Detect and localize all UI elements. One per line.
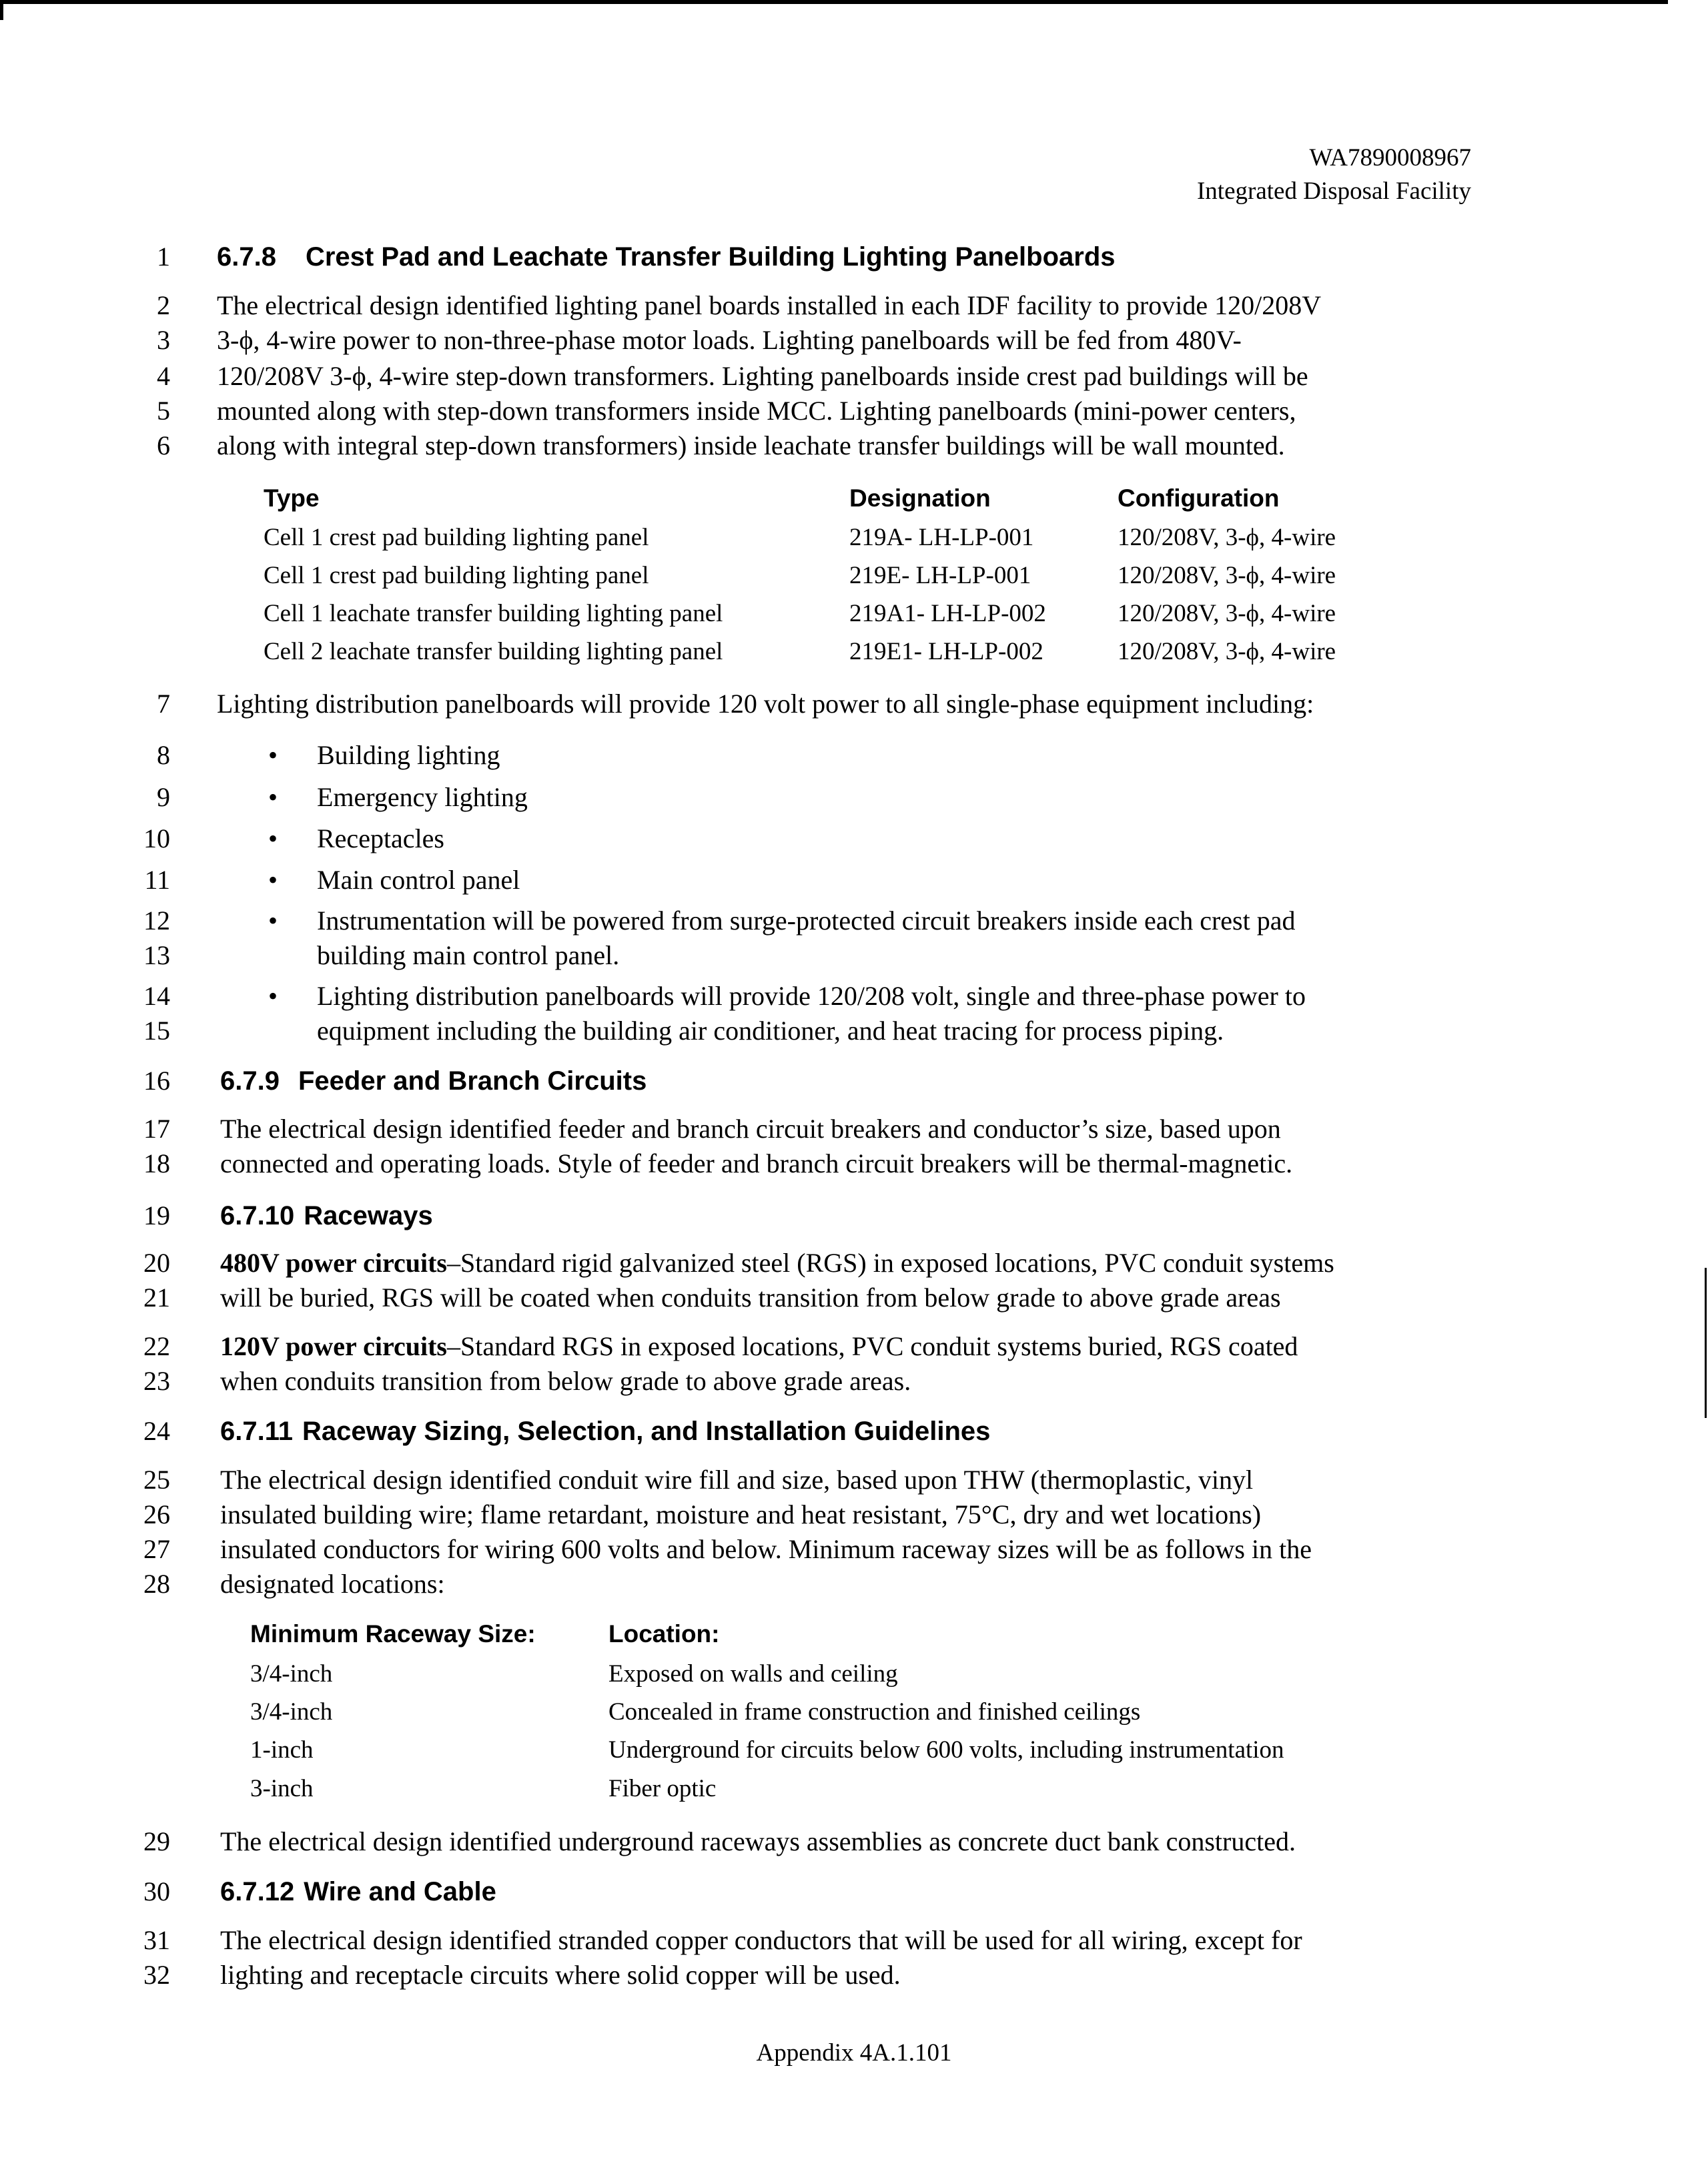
section-heading-6-7-9	[220, 1068, 647, 1094]
paragraph-line: lighting and receptacle circuits where solid copper will be used.	[220, 1960, 901, 1990]
section-heading-6-7-11	[220, 1418, 990, 1445]
section-number: 6.7.10	[220, 1201, 295, 1230]
bullet-icon: •	[268, 740, 278, 770]
scan-edge-right	[1705, 1268, 1707, 1418]
table-cell-configuration: 120/208V, 3-ϕ, 4-wire	[1118, 524, 1336, 551]
bullet-icon: •	[268, 981, 278, 1011]
section-heading-6-7-12	[220, 1878, 496, 1905]
line-number: 9	[157, 782, 170, 812]
header-facility: Integrated Disposal Facility	[1196, 177, 1471, 205]
bullet-icon: •	[268, 905, 278, 936]
line-number: 27	[143, 1534, 170, 1564]
list-item: Receptacles	[317, 823, 444, 853]
paragraph-line: mounted along with step-down transformers inside MCC. Lighting panelboards (mini-power centers,	[217, 396, 1296, 426]
line-number: 18	[143, 1148, 170, 1178]
section-number: 6.7.9	[220, 1066, 280, 1096]
table-cell-size: 3-inch	[250, 1775, 314, 1802]
paragraph-line: The electrical design identified lighting panel boards installed in each IDF facility to provide 120/208V	[217, 290, 1322, 320]
table-cell-configuration: 120/208V, 3-ϕ, 4-wire	[1118, 562, 1336, 589]
paragraph-line: The electrical design identified conduit wire fill and size, based upon THW (thermoplastic, vinyl	[220, 1465, 1254, 1495]
table-cell-size: 3/4-inch	[250, 1698, 333, 1726]
line-number: 2	[157, 290, 170, 320]
line-number: 22	[143, 1331, 170, 1361]
line-number: 26	[143, 1499, 170, 1529]
line-number: 6	[157, 430, 170, 460]
table-cell-location: Underground for circuits below 600 volts, including instrumentation	[608, 1736, 1284, 1764]
paragraph-line: The electrical design identified feeder and branch circuit breakers and conductor’s size, based upon	[220, 1114, 1281, 1144]
table-cell-size: 3/4-inch	[250, 1660, 333, 1688]
table-cell-type: Cell 1 crest pad building lighting panel	[264, 524, 649, 551]
paragraph-line: insulated conductors for wiring 600 volts and below. Minimum raceway sizes will be as follows in the	[220, 1534, 1312, 1564]
line-number: 3	[157, 325, 170, 355]
table-header-designation: Designation	[849, 484, 991, 512]
table-cell-type: Cell 1 crest pad building lighting panel	[264, 562, 649, 589]
line-number: 17	[143, 1114, 170, 1144]
section-title: Wire and Cable	[304, 1877, 496, 1906]
line-number: 32	[143, 1960, 170, 1990]
table-cell-designation: 219E- LH-LP-001	[849, 562, 1031, 589]
line-number: 5	[157, 396, 170, 426]
line-number: 8	[157, 740, 170, 770]
paragraph-line: The electrical design identified stranded copper conductors that will be used for all wiring, except for	[220, 1925, 1302, 1955]
paragraph-line: insulated building wire; flame retardant, moisture and heat resistant, 75°C, dry and wet locations)	[220, 1499, 1262, 1529]
line-number: 28	[143, 1569, 170, 1599]
list-item-continuation: building main control panel.	[317, 940, 620, 970]
table-cell-configuration: 120/208V, 3-ϕ, 4-wire	[1118, 638, 1336, 665]
line-number: 31	[143, 1925, 170, 1955]
section-heading-6-7-10	[220, 1202, 433, 1229]
page-footer: Appendix 4A.1.101	[756, 2039, 952, 2067]
line-number: 25	[143, 1465, 170, 1495]
section-title: Crest Pad and Leachate Transfer Building Lighting Panelboards	[305, 242, 1116, 272]
line-number: 29	[143, 1826, 170, 1856]
raceway-item-lead: 120V power circuits	[220, 1331, 447, 1361]
section-title: Raceways	[304, 1201, 433, 1230]
line-number: 19	[143, 1200, 170, 1230]
table-cell-location: Concealed in frame construction and finished ceilings	[608, 1698, 1141, 1726]
table-cell-size: 1-inch	[250, 1736, 314, 1764]
line-number: 11	[144, 865, 170, 895]
line-number: 1	[157, 242, 170, 272]
table-cell-location: Fiber optic	[608, 1775, 717, 1802]
section-title: Feeder and Branch Circuits	[298, 1066, 647, 1096]
line-number: 4	[157, 361, 170, 391]
table-cell-designation: 219E1- LH-LP-002	[849, 638, 1043, 665]
paragraph-line: 3-ϕ, 4-wire power to non-three-phase motor loads. Lighting panelboards will be fed from 480V-	[217, 325, 1242, 355]
section-number: 6.7.8	[217, 242, 276, 272]
list-item: Main control panel	[317, 865, 520, 895]
list-item-continuation: equipment including the building air conditioner, and heat tracing for process piping.	[317, 1016, 1224, 1046]
line-number: 16	[143, 1066, 170, 1096]
list-item: Lighting distribution panelboards will provide 120/208 volt, single and three-phase power to	[317, 981, 1306, 1011]
line-number: 12	[143, 905, 170, 936]
paragraph-line: The electrical design identified underground raceways assemblies as concrete duct bank constructed.	[220, 1826, 1296, 1856]
paragraph-line: Lighting distribution panelboards will provide 120 volt power to all single-phase equipment including:	[217, 689, 1314, 719]
raceway-item-text: –Standard rigid galvanized steel (RGS) in exposed locations, PVC conduit systems	[446, 1248, 1334, 1278]
raceway-item-lead: 480V power circuits	[220, 1248, 447, 1278]
section-heading-6-7-8	[217, 244, 1116, 270]
paragraph-line: 120/208V 3-ϕ, 4-wire step-down transformers. Lighting panelboards inside crest pad buildings will be	[217, 361, 1308, 391]
table-header-size: Minimum Raceway Size:	[250, 1620, 536, 1648]
raceway-item-120v	[220, 1333, 1298, 1360]
paragraph-line: will be buried, RGS will be coated when conduits transition from below grade to above grade areas	[220, 1283, 1281, 1313]
bullet-icon: •	[268, 823, 278, 853]
table-header-configuration: Configuration	[1118, 484, 1280, 512]
table-header-location: Location:	[608, 1620, 720, 1648]
section-title: Raceway Sizing, Selection, and Installation Guidelines	[302, 1417, 991, 1446]
line-number: 20	[143, 1248, 170, 1278]
line-number: 15	[143, 1016, 170, 1046]
paragraph-line: along with integral step-down transformers) inside leachate transfer buildings will be wall mounted.	[217, 430, 1285, 460]
line-number: 10	[143, 823, 170, 853]
bullet-icon: •	[268, 782, 278, 812]
line-number: 23	[143, 1366, 170, 1396]
raceway-item-480v	[220, 1250, 1334, 1277]
raceway-item-text: –Standard RGS in exposed locations, PVC conduit systems buried, RGS coated	[446, 1331, 1298, 1361]
line-number: 7	[157, 689, 170, 719]
list-item: Instrumentation will be powered from surge-protected circuit breakers inside each crest pad	[317, 905, 1296, 936]
table-header-type: Type	[264, 484, 320, 512]
paragraph-line: connected and operating loads. Style of feeder and branch circuit breakers will be thermal-magnetic.	[220, 1148, 1293, 1178]
table-cell-type: Cell 2 leachate transfer building lighting panel	[264, 638, 723, 665]
section-number: 6.7.12	[220, 1877, 295, 1906]
scan-edge-top	[0, 0, 1668, 4]
line-number: 13	[143, 940, 170, 970]
bullet-icon: •	[268, 865, 278, 895]
list-item: Building lighting	[317, 740, 500, 770]
table-cell-designation: 219A1- LH-LP-002	[849, 600, 1046, 627]
paragraph-line: when conduits transition from below grade to above grade areas.	[220, 1366, 911, 1396]
line-number: 24	[143, 1416, 170, 1446]
table-cell-type: Cell 1 leachate transfer building lighting panel	[264, 600, 723, 627]
scan-edge-left	[0, 0, 3, 20]
table-cell-configuration: 120/208V, 3-ϕ, 4-wire	[1118, 600, 1336, 627]
line-number: 30	[143, 1876, 170, 1906]
table-cell-location: Exposed on walls and ceiling	[608, 1660, 898, 1688]
list-item: Emergency lighting	[317, 782, 528, 812]
header-doc-id: WA7890008967	[1309, 144, 1471, 171]
table-cell-designation: 219A- LH-LP-001	[849, 524, 1034, 551]
line-number: 21	[143, 1283, 170, 1313]
section-number: 6.7.11	[220, 1417, 294, 1446]
paragraph-line: designated locations:	[220, 1569, 445, 1599]
line-number: 14	[143, 981, 170, 1011]
